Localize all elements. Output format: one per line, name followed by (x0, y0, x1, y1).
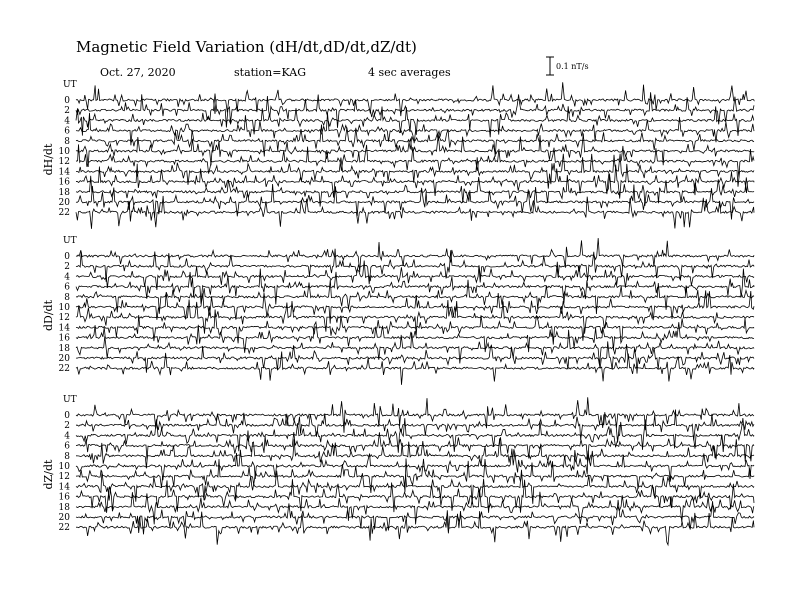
hour-tick-label: 6 (64, 126, 70, 137)
hour-tick-label: 20 (58, 513, 70, 523)
panel-frame (76, 92, 754, 227)
trace-row (76, 352, 754, 385)
hour-tick-label: 4 (64, 431, 70, 442)
panel-2 (42, 236, 754, 385)
hour-tick-label: 8 (64, 451, 70, 462)
hour-tick-label: 20 (58, 198, 70, 208)
trace-row (76, 269, 754, 305)
hour-tick-label: 14 (58, 167, 70, 178)
hour-tick-label: 18 (58, 187, 70, 198)
station-label: station=KAG (234, 66, 306, 79)
hour-tick-label: 4 (64, 272, 70, 283)
hour-tick-label: 10 (58, 147, 70, 157)
date-label: Oct. 27, 2020 (100, 66, 176, 79)
trace-row (76, 430, 754, 462)
panel-1 (42, 80, 754, 229)
panel-3 (42, 395, 754, 545)
hour-tick-label: 4 (64, 116, 70, 127)
ut-label: UT (63, 236, 77, 246)
trace-row (76, 196, 754, 229)
hour-tick-label: 22 (58, 523, 70, 534)
trace-row (76, 397, 754, 432)
hour-tick-label: 12 (58, 472, 70, 483)
hour-tick-label: 22 (58, 208, 70, 219)
panel-label: dD/dt (42, 299, 55, 332)
trace-row (76, 438, 754, 468)
hour-tick-label: 0 (64, 411, 70, 421)
hour-tick-label: 16 (58, 177, 70, 188)
hour-tick-label: 0 (64, 96, 70, 106)
trace-row (76, 125, 754, 157)
scale-bar (546, 57, 589, 75)
scale-label: 0.1 nT/s (556, 62, 589, 71)
ut-label: UT (63, 395, 77, 405)
hour-tick-label: 12 (58, 313, 70, 324)
panel-label: dZ/dt (42, 459, 55, 490)
trace-row (76, 184, 754, 219)
hour-tick-label: 0 (64, 252, 70, 262)
averaging-label: 4 sec averages (368, 66, 451, 79)
trace-row (76, 330, 754, 365)
hour-tick-label: 20 (58, 354, 70, 364)
hour-tick-label: 8 (64, 136, 70, 147)
hour-tick-label: 16 (58, 492, 70, 503)
hour-tick-label: 6 (64, 441, 70, 452)
trace-row (76, 280, 754, 314)
trace-row (76, 164, 754, 199)
panel-label: dH/dt (42, 143, 55, 176)
chart-title: Magnetic Field Variation (dH/dt,dD/dt,dZ/dt) (76, 38, 417, 56)
hour-tick-label: 12 (58, 157, 70, 168)
hour-tick-label: 10 (58, 303, 70, 313)
hour-tick-label: 6 (64, 282, 70, 293)
hour-tick-label: 14 (58, 323, 70, 334)
trace-row (76, 418, 754, 453)
hour-tick-label: 14 (58, 482, 70, 493)
hour-tick-label: 18 (58, 343, 70, 354)
trace-row (76, 249, 754, 284)
ut-label: UT (63, 80, 77, 90)
hour-tick-label: 16 (58, 333, 70, 344)
hour-tick-label: 22 (58, 364, 70, 375)
hour-tick-label: 2 (64, 421, 70, 432)
hour-tick-label: 2 (64, 262, 70, 273)
hour-tick-label: 2 (64, 106, 70, 117)
hour-tick-label: 18 (58, 502, 70, 513)
hour-tick-label: 10 (58, 462, 70, 472)
hour-tick-label: 8 (64, 292, 70, 303)
panels-group (42, 80, 754, 545)
